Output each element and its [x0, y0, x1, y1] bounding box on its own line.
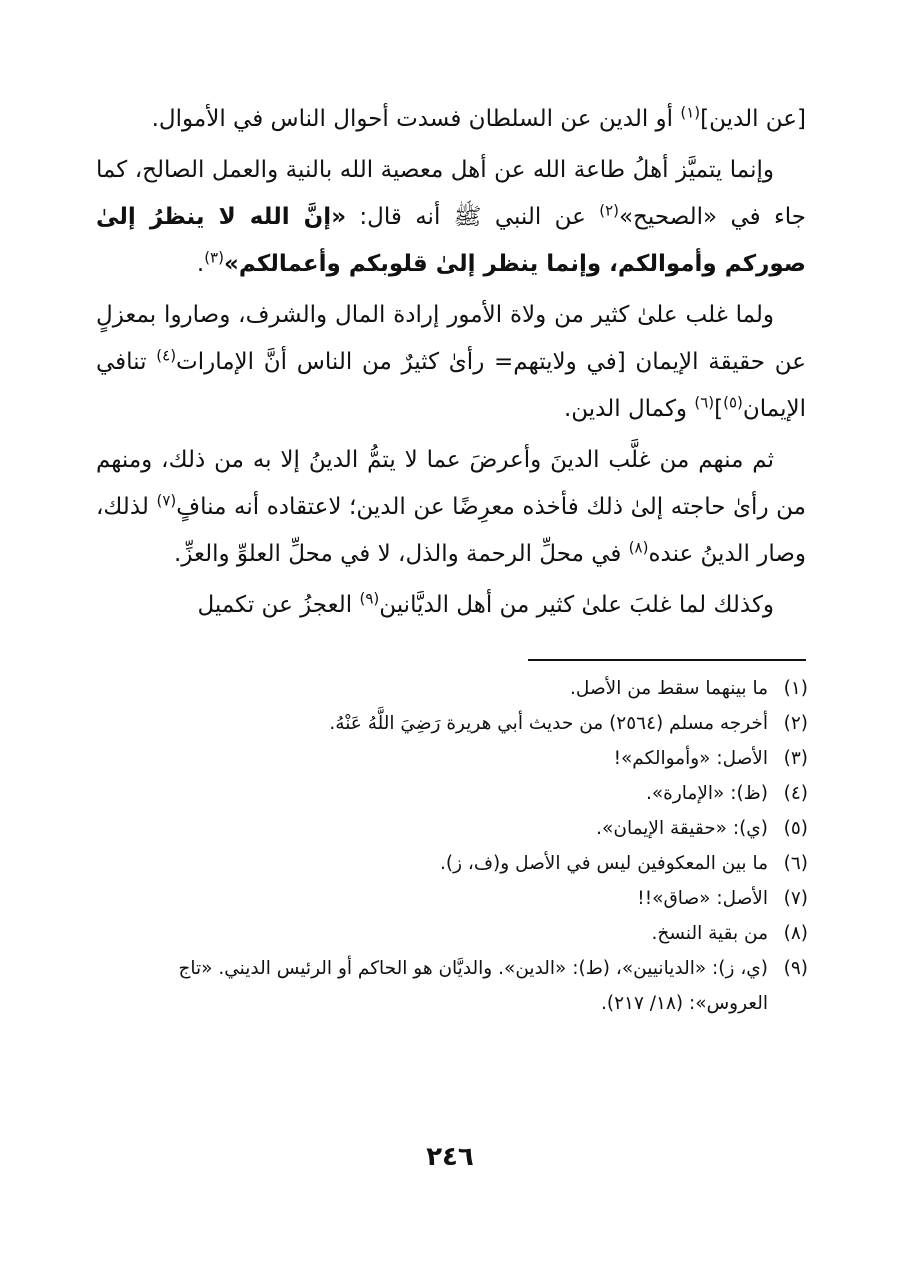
text-run: وإنما يتميَّز أهلُ طاعة الله عن أهل معصية الله بالنية والعمل الصالح، كما جاء في «الصحيح» [96, 157, 807, 230]
footnote-number: (٣) [783, 748, 808, 769]
footnote-text: الأصل: «صاق»!! [637, 888, 768, 909]
footnote-text: ما بين المعكوفين ليس في الأصل و(ف، ز). [439, 853, 768, 874]
footnote-text: (ي، ز): «الديانيين»، (ط): «الدين». والديَّان هو الحاكم أو الرئيس الديني. «تاج العروس»: (١٨/ ٢١٧). [178, 958, 768, 1014]
footnote-reference: (٤) [156, 346, 177, 365]
footnotes [96, 671, 806, 1021]
footnote-reference: (٨) [628, 538, 649, 557]
footnote-reference: (٢) [599, 201, 619, 220]
text-run: . [196, 251, 205, 277]
text-run: ولما غلب علىٰ كثير من ولاة الأمور إرادة المال والشرف، وصاروا بمعزلٍ عن حقيقة الإيمان [في ولايتهم= رأىٰ كثيرٌ من الناس أنَّ الإمارات [96, 302, 806, 375]
footnote-reference: (٥) [723, 393, 743, 412]
footnote [96, 846, 808, 881]
footnote-reference: (٦) [694, 393, 715, 412]
footnote-text: الأصل: «وأموالكم»! [613, 748, 768, 769]
text-run: لذلك، وصار الدينُ عنده [96, 494, 806, 567]
text-run: وكذلك لما غلبَ علىٰ كثير من أهل الديَّانين [379, 592, 774, 618]
footnote-reference: (٧) [156, 491, 177, 510]
text-run: العجزُ عن تكميل [197, 592, 360, 618]
footnote-text: (ظ): «الإمارة». [645, 783, 768, 804]
text-run: في محلِّ الرحمة والذل، لا في محلِّ العلوِّ والعزِّ. [174, 541, 629, 567]
text-run: عن النبي ﷺ أنه قال: [346, 204, 600, 230]
text-run: ] [714, 396, 724, 422]
footnote [96, 811, 808, 846]
footnote-reference: (٩) [359, 589, 380, 608]
footnote-reference: (٣) [204, 248, 224, 267]
page-number: ٢٤٦ [426, 1142, 474, 1172]
footnote-number: (٥) [783, 818, 808, 839]
footnote-number: (١) [783, 678, 808, 699]
footnote [96, 916, 808, 951]
footnote [96, 706, 808, 741]
text-run: أو الدين عن السلطان فسدت أحوال الناس في الأموال. [151, 106, 681, 132]
footnote [96, 776, 808, 811]
paragraph-3 [96, 292, 806, 433]
footnote-number: (٦) [783, 853, 808, 874]
hadith-quote: «إنَّ الله لا ينظرُ إلىٰ صوركم وأموالكم، وإنما ينظر إلىٰ قلوبكم وأعمالكم» [96, 204, 806, 277]
footnote-number: (٢) [783, 713, 808, 734]
text-run: [عن الدين] [700, 106, 806, 132]
paragraph-1 [96, 96, 806, 143]
footnote-number: (٩) [783, 958, 808, 979]
main-text [96, 96, 806, 629]
footnote-text: (ي): «حقيقة الإيمان». [596, 818, 768, 839]
paragraph-2 [96, 147, 806, 288]
text-run: وكمال الدين. [563, 396, 695, 422]
paragraph-5 [96, 582, 806, 629]
footnote [96, 741, 808, 776]
footnote-number: (٨) [783, 923, 808, 944]
footnote-text: ما بينهما سقط من الأصل. [570, 678, 768, 699]
footnote [96, 951, 808, 1021]
text-run: ثم منهم من غلَّب الدينَ وأعرضَ عما لا يتمُّ الدينُ إلا به من ذلك، ومنهم من رأىٰ حاجته إلىٰ ذلك فأخذه معرِضًا عن الدين؛ لاعتقاده أنه منافٍ [96, 447, 806, 520]
paragraph-4 [96, 437, 806, 578]
text-run: تنافي الإيمان [96, 349, 806, 422]
footnote [96, 671, 808, 706]
footnote-text: أخرجه مسلم (٢٥٦٤) من حديث أبي هريرة رَضِيَ اللَّهُ عَنْهُ. [329, 713, 768, 734]
footnote-number: (٤) [783, 783, 808, 804]
footnote-number: (٧) [783, 888, 808, 909]
footnote [96, 881, 808, 916]
footnote-reference: (١) [680, 103, 701, 122]
footnote-separator [528, 659, 806, 661]
footnote-text: من بقية النسخ. [651, 923, 768, 944]
